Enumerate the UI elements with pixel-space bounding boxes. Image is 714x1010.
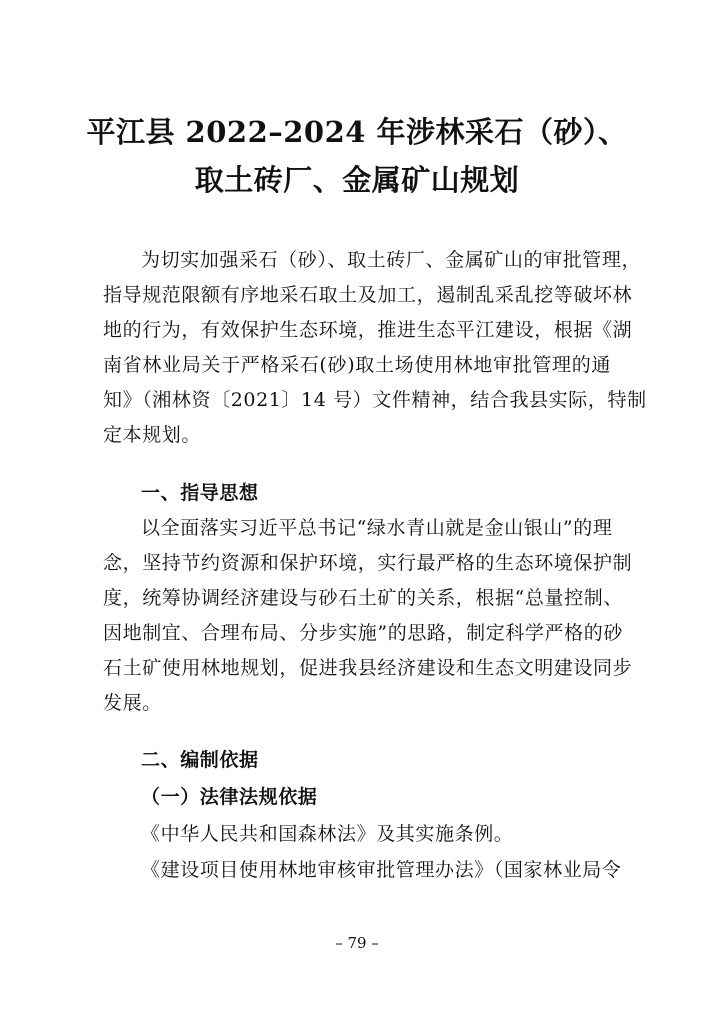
paragraph-line: 发展。 [103,692,162,714]
section-heading-guiding-thought: 一、指导思想 [141,482,259,504]
document-title-line-2: 取土砖厂、金属矿山规划 [194,163,520,197]
paragraph-line: 《建设项目使用林地审核审批管理办法》（国家林业局令 [141,859,622,881]
section-heading-basis: 二、编制依据 [141,749,259,771]
paragraph-line: 因地制宜、合理布局、分步实施”的思路，制定科学严格的砂 [103,622,623,644]
paragraph-line: 地的行为，有效保护生态环境，推进生态平江建设，根据《湖 [103,319,633,341]
paragraph-line: 以全面落实习近平总书记“绿水青山就是金山银山”的理 [141,517,613,539]
paragraph-line: 南省林业局关于严格采石(砂)取土场使用林地审批管理的通 [103,354,611,376]
paragraph-line: 念，坚持节约资源和保护环境，实行最严格的生态环境保护制 [103,552,633,574]
subsection-heading-laws: （一）法律法规依据 [141,786,318,808]
paragraph-line: 度，统筹协调经济建设与砂石土矿的关系，根据“总量控制、 [103,587,623,609]
page-number: – 79 – [335,934,379,952]
paragraph-line: 为切实加强采石（砂）、取土砖厂、金属矿山的审批管理， [141,249,642,271]
paragraph-line: 定本规划。 [103,424,202,446]
paragraph-line: 知》（湘林资〔2021〕14 号）文件精神，结合我县实际，特制 [103,389,647,411]
paragraph-line: 指导规范限额有序地采石取土及加工，遏制乱采乱挖等破坏林 [103,284,633,306]
document-title-line-1: 平江县 2022–2024 年涉林采石（砂）、 [86,115,628,149]
paragraph-line: 《中华人民共和国森林法》及其实施条例。 [141,823,514,845]
paragraph-line: 石土矿使用林地规划，促进我县经济建设和生态文明建设同步 [103,657,633,679]
